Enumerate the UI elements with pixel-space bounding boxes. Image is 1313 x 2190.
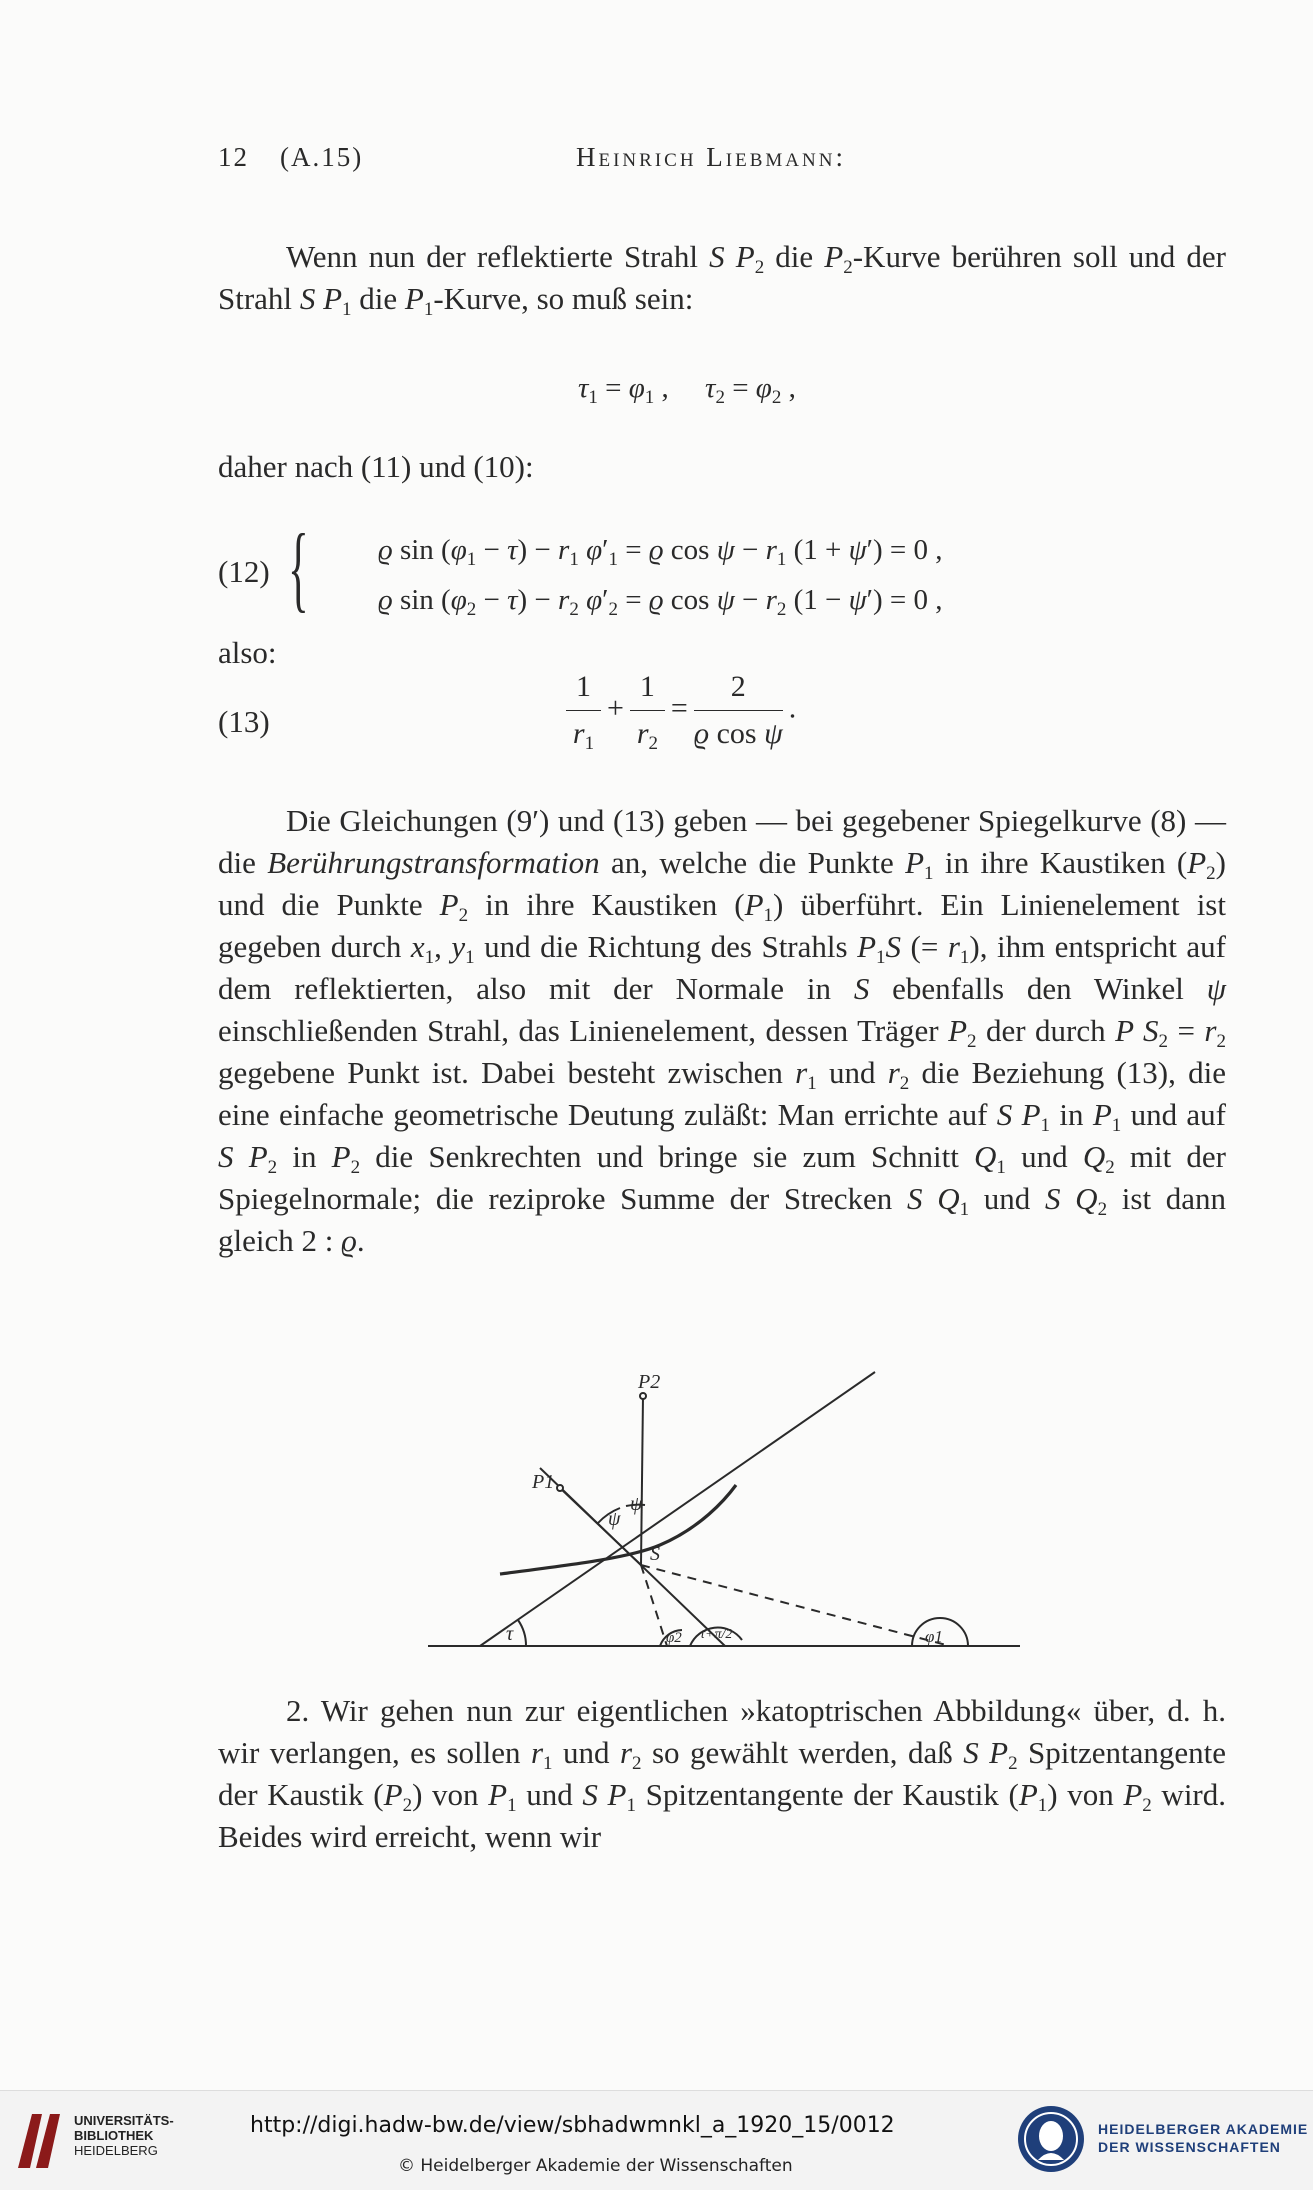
paragraph-daher: daher nach (11) und (10): <box>218 449 534 484</box>
equation-13-label: (13) <box>218 704 270 739</box>
label-s: S <box>650 1543 660 1565</box>
equation-13: $\frac{1}{r_1}$ + $\frac{1}{r_2}$ = $\frac{2}{\text{ϱ cos ψ}}$ . <box>560 670 796 751</box>
article-reference: (A.15) <box>280 142 364 172</box>
tangent-line <box>480 1372 875 1646</box>
library-line-1: UNIVERSITÄTS- <box>74 2113 174 2128</box>
equation-12-label: (12) <box>218 554 270 589</box>
geometry-figure <box>420 1360 1040 1660</box>
academy-seal-icon <box>1016 2102 1086 2176</box>
label-psi-1: ψ <box>608 1508 621 1530</box>
academy-line-1: HEIDELBERGER AKADEMIE <box>1098 2121 1309 2137</box>
document-url-link[interactable]: http://digi.hadw-bw.de/view/sbhadwmnkl_a_1920_15/0012 <box>250 2113 895 2138</box>
academy-name <box>1098 2120 1308 2156</box>
paragraph-also: also: <box>218 635 277 670</box>
label-psi-2: ψ <box>630 1493 643 1515</box>
label-p1: P1 <box>532 1471 555 1493</box>
copyright-notice: © Heidelberger Akademie der Wissenschaften <box>398 2156 793 2176</box>
ray-p2 <box>641 1396 643 1565</box>
library-line-2: BIBLIOTHEK <box>74 2128 154 2143</box>
label-tau-plus-pi: τ+π/2 <box>700 1627 733 1642</box>
label-phi1: φ1 <box>925 1627 943 1646</box>
point-p2-marker <box>640 1393 646 1399</box>
label-phi2: φ2 <box>666 1630 682 1646</box>
equation-12-line2: ϱ $\sin (\varphi_2 - \tau) - r_2$ $\varphi'_2 = ϱ$ $\cos \psi - r_2$ (1 − ψ′) = 0 , <box>378 584 943 620</box>
dashed-line-phi1 <box>641 1565 950 1646</box>
page-number: 12 <box>218 142 249 172</box>
academy-line-2: DER WISSENSCHAFTEN <box>1098 2139 1281 2155</box>
equation-12-brace: { <box>288 514 309 621</box>
library-line-3: HEIDELBERG <box>74 2143 158 2158</box>
paragraph-gleichungen: Die Gleichungen (9′) und (13) geben — bei gegebener Spiegelkurve (8) — die Berührungstransformation an, welche die Punkte $P_1$ in ihre Kaustiken $(P_2)$ und die Punkte $P_2$ in ihre Kaustiken $(P_1)$ überführt. Ein Linienelement ist gegeben durch $x_1$, $y_1$ und die Richtung des Strahls $P_1S$ (= $r_1$), ihm entspricht auf dem reflektierten, also mit der Normale in S ebenfalls den Winkel ψ einschließenden Strahl, das Linienelement, dessen Träger $P_2$ der durch P $S_2 = r_2$ gegebene Punkt ist. Dabei besteht zwischen $r_1$ und $r_2$ die Beziehung (13), die eine einfache geometrische Deutung zuläßt: Man errichte auf S $P_1$ in $P_1$ und auf S $P_2$ in $P_2$ die Senkrechten und bringe sie zum Schnitt $Q_1$ und $Q_2$ mit der Spiegelnormale; die reziproke Summe der Strecken S $Q_1$ und S $Q_2$ ist dann gleich 2 : ϱ. <box>218 803 1227 1258</box>
angle-tau-arc <box>518 1620 526 1646</box>
label-p2: P2 <box>638 1371 661 1393</box>
paragraph-intro: Wenn nun der reflektierte Strahl S $P_2$ die $P_2$-Kurve berühren soll und der Strahl S $P_1$ die $P_1$-Kurve, so muß sein: <box>218 239 1226 320</box>
point-p1-marker <box>557 1485 563 1491</box>
university-library-logo-icon <box>14 2110 68 2172</box>
equation-tau: $\tau_1 = \varphi_1$ , $\tau_2 = \varphi_2$ , <box>578 372 796 408</box>
author-name: Heinrich Liebmann: <box>576 142 846 172</box>
equation-12-line1: ϱ $\sin (\varphi_1 - \tau) - r_1$ $\varphi'_1 = ϱ$ $\cos \psi - r_1$ (1 + ψ′) = 0 , <box>378 534 943 570</box>
university-library-name <box>74 2113 174 2158</box>
label-tau: τ <box>506 1623 514 1645</box>
paragraph-section-2: 2. Wir gehen nun zur eigentlichen »katoptrischen Abbildung« über, d. h. wir verlangen, es sollen $r_1$ und $r_2$ so gewählt werden, daß S $P_2$ Spitzentangente der Kaustik $(P_2)$ von $P_1$ und S $P_1$ Spitzentangente der Kaustik $(P_1)$ von $P_2$ wird. Beides wird erreicht, wenn wir <box>218 1693 1227 1854</box>
